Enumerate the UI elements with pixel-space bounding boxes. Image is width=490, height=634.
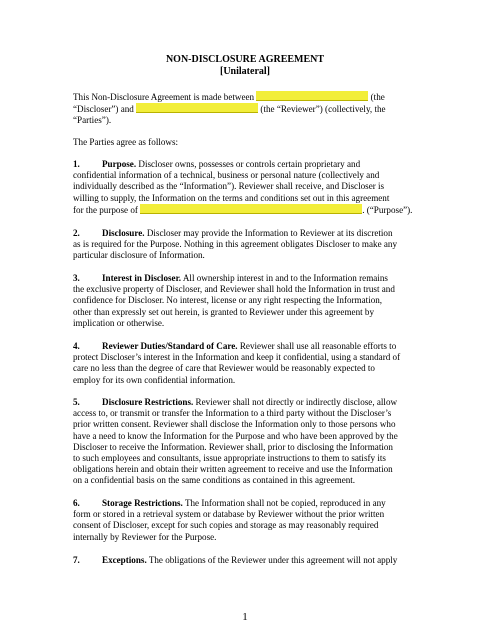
section-text: The Information shall not be copied, reproduced in any (184, 498, 386, 508)
document-subtitle: [Unilateral] (220, 66, 270, 77)
section-number: 3. (73, 273, 80, 283)
discloser-name-field[interactable] (256, 91, 368, 101)
intro-text: This Non-Disclosure Agreement is made between (73, 92, 255, 102)
section-exceptions (73, 555, 421, 566)
section-text: Discloser may provide the Information to Reviewer at its discretion (146, 228, 393, 238)
section-heading: Disclosure. (102, 228, 145, 238)
section-reviewer-duties (73, 341, 421, 386)
section-text: for the purpose of (73, 204, 138, 215)
section-number: 2. (73, 228, 80, 238)
purpose-field[interactable] (140, 204, 362, 214)
section-text: individually described as the “Information”). Reviewer shall receive, and Discloser is (73, 181, 385, 192)
section-text: Discloser owns, possesses or controls certain proprietary and (138, 159, 361, 169)
intro-line (73, 103, 421, 115)
intro-text: (the “Reviewer”) (collectively, the (260, 104, 386, 115)
section-text: confidence for Discloser. No interest, license or any right respecting the Information, (73, 295, 383, 306)
section-text: to such employees and consultants, issue appropriate instructions to them to satisfy its (73, 453, 386, 464)
parties-line: The Parties agree as follows: (73, 137, 179, 147)
section-number: 4. (73, 341, 80, 351)
section-text: confidential information of a technical, business or personal nature (collectively and (73, 170, 380, 181)
section-text: protect Discloser’s interest in the Information and keep it confidential, using a standard of (73, 352, 401, 363)
reviewer-name-field[interactable] (136, 103, 258, 113)
section-text: internally by Reviewer for the Purpose. (73, 531, 217, 542)
section-text: All ownership interest in and to the Information remains (182, 273, 388, 283)
section-heading: Storage Restrictions. (102, 498, 183, 508)
section-text: on a confidential basis on the same conditions as contained in this agreement. (73, 475, 356, 486)
section-text: care no less than the degree of care that Reviewer would be reasonably expected to (73, 363, 375, 374)
section-storage-restrictions (73, 498, 421, 543)
section-heading: Disclosure Restrictions. (102, 397, 194, 407)
section-heading: Purpose. (102, 159, 137, 169)
section-heading: Exceptions. (102, 555, 147, 565)
section-text: as is required for the Purpose. Nothing in this agreement obligates Discloser to make any (73, 239, 398, 250)
section-text: Reviewer shall use all reasonable efforts to (239, 341, 397, 351)
intro-line: “Parties”). (73, 115, 112, 126)
section-text: Discloser to receive the Information. Reviewer shall, prior to disclosing the Information (73, 441, 393, 452)
section-number: 7. (73, 555, 80, 565)
section-text: consent of Discloser, except for such copies and storage as may reasonably required (73, 520, 379, 531)
section-text: the exclusive property of Discloser, and Reviewer shall hold the Information in trust and (73, 284, 395, 295)
section-disclosure (73, 228, 421, 262)
page-number: 1 (242, 611, 248, 623)
section-text: employ for its own confidential information. (73, 374, 236, 385)
section-text: form or stored in a retrieval system or database by Reviewer without the prior written (73, 509, 385, 520)
section-text: . (“Purpose”). (362, 204, 413, 215)
section-text: Reviewer shall not directly or indirectly disclose, allow (195, 397, 398, 407)
section-text: obligations herein and obtain their written agreement to receive and use the Information (73, 464, 393, 475)
section-text: implication or otherwise. (73, 317, 165, 328)
intro-text: “Discloser”) and (73, 104, 134, 115)
section-number: 1. (73, 159, 80, 169)
section-disclosure-restrictions (73, 397, 421, 487)
section-text: other than expressly set out herein, is granted to Reviewer under this agreement by (73, 306, 375, 317)
intro-paragraph (73, 91, 421, 127)
section-text: particular disclosure of Information. (73, 250, 205, 261)
section-heading: Interest in Discloser. (102, 273, 182, 283)
section-number: 6. (73, 498, 80, 508)
section-text: willing to supply, the Information on the terms and conditions set out in this agreement (73, 192, 390, 203)
section-heading: Reviewer Duties/Standard of Care. (102, 341, 238, 351)
section-text: prior written consent. Reviewer shall disclose the Information only to those persons who (73, 419, 396, 430)
section-text: have a need to know the Information for the Purpose and who have been approved by the (73, 430, 398, 441)
intro-text: (the (370, 92, 385, 102)
section-number: 5. (73, 397, 80, 407)
document-title: NON-DISCLOSURE AGREEMENT (165, 54, 325, 65)
intro-line (73, 91, 421, 103)
section-purpose (73, 159, 421, 216)
section-text: The obligations of the Reviewer under this agreement will not apply (148, 555, 398, 565)
section-text: access to, or transmit or transfer the Information to a third party without the Discloser’s (73, 408, 392, 419)
section-interest (73, 273, 421, 329)
